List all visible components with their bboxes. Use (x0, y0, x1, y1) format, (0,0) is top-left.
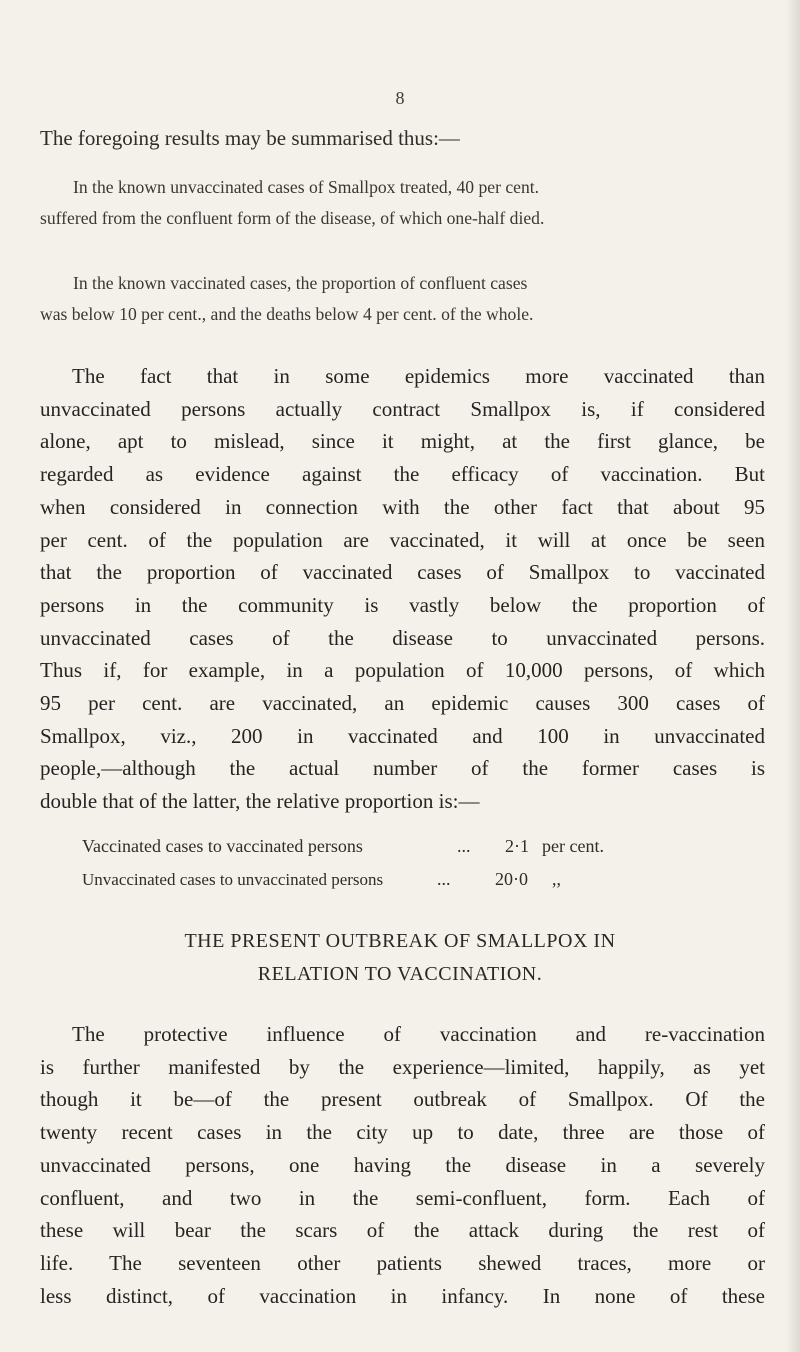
paragraph-line: less distinct, of vaccination in infancy. In none of these (40, 1283, 765, 1308)
body-paragraph (40, 360, 765, 818)
paragraph-line: life. The seventeen other patients shewed traces, more or (40, 1250, 765, 1275)
paragraph-line: people,—although the actual number of the former cases is (40, 756, 765, 781)
paragraph-line: persons in the community is vastly below the proportion of (40, 592, 765, 617)
ratio-label: Vaccinated cases to vaccinated persons (82, 836, 363, 856)
paragraph-line: The protective influence of vaccination and re-vaccination (72, 1022, 765, 1046)
ratio-leader: ... (437, 869, 451, 889)
summary-line: In the known unvaccinated cases of Smallpox treated, 40 per cent. (73, 177, 540, 197)
paragraph-line: double that of the latter, the relative proportion is:— (40, 789, 480, 814)
paragraph-line: 95 per cent. are vaccinated, an epidemic causes 300 cases of (40, 691, 765, 716)
paragraph-line: per cent. of the population are vaccinated, it will at once be seen (40, 527, 765, 552)
paragraph-line: alone, apt to mislead, since it might, at the first glance, be (40, 429, 765, 454)
section-heading (0, 925, 800, 991)
paragraph-line: unvaccinated cases of the disease to unvaccinated persons. (40, 625, 765, 650)
paragraph-line: twenty recent cases in the city up to date, three are those of (40, 1120, 765, 1145)
page-number: 8 (395, 88, 405, 108)
paragraph-line: when considered in connection with the other fact that about 95 (40, 494, 765, 519)
paragraph-line: regarded as evidence against the efficacy of vaccination. But (40, 462, 765, 487)
paragraph-line: Smallpox, viz., 200 in vaccinated and 100 in unvaccinated (40, 723, 765, 748)
paragraph-line: these will bear the scars of the attack during the rest of (40, 1218, 765, 1243)
ratio-unit: per cent. (542, 836, 604, 856)
heading-line: THE PRESENT OUTBREAK OF SMALLPOX IN (184, 930, 616, 952)
summary-paragraph (40, 172, 765, 234)
summary-line: suffered from the confluent form of the disease, of which one-half died. (40, 208, 545, 228)
ratio-label: Unvaccinated cases to unvaccinated persons (82, 870, 384, 889)
paragraph-line: The fact that in some epidemics more vaccinated than (72, 364, 765, 388)
ratio-table (82, 830, 722, 896)
summary-paragraph (40, 268, 765, 330)
ratio-value: 2·1 (505, 836, 529, 856)
summary-line: In the known vaccinated cases, the proportion of confluent cases (73, 273, 528, 293)
paragraph-line: unvaccinated persons actually contract Smallpox is, if considered (40, 396, 765, 421)
ratio-unit: ,, (552, 869, 561, 889)
paragraph-line: that the proportion of vaccinated cases of Smallpox to vaccinated (40, 560, 765, 585)
paragraph-line: Thus if, for example, in a population of 10,000 persons, of which (40, 658, 765, 683)
summary-line: was below 10 per cent., and the deaths below 4 per cent. of the whole. (40, 304, 534, 324)
paragraph-line: confluent, and two in the semi-confluent, form. Each of (40, 1185, 765, 1210)
paragraph-line: unvaccinated persons, one having the disease in a severely (40, 1152, 765, 1177)
body-paragraph (40, 1018, 765, 1312)
ratio-leader: ... (457, 836, 471, 856)
page-edge-shadow (786, 0, 800, 1352)
lead-sentence: The foregoing results may be summarised thus:— (40, 126, 460, 150)
paragraph-line: though it be—of the present outbreak of Smallpox. Of the (40, 1087, 765, 1112)
ratio-row (82, 830, 722, 863)
heading-line: RELATION TO VACCINATION. (257, 963, 543, 985)
paragraph-line: is further manifested by the experience—limited, happily, as yet (40, 1054, 765, 1079)
ratio-value: 20·0 (495, 869, 528, 889)
ratio-row (82, 863, 722, 896)
